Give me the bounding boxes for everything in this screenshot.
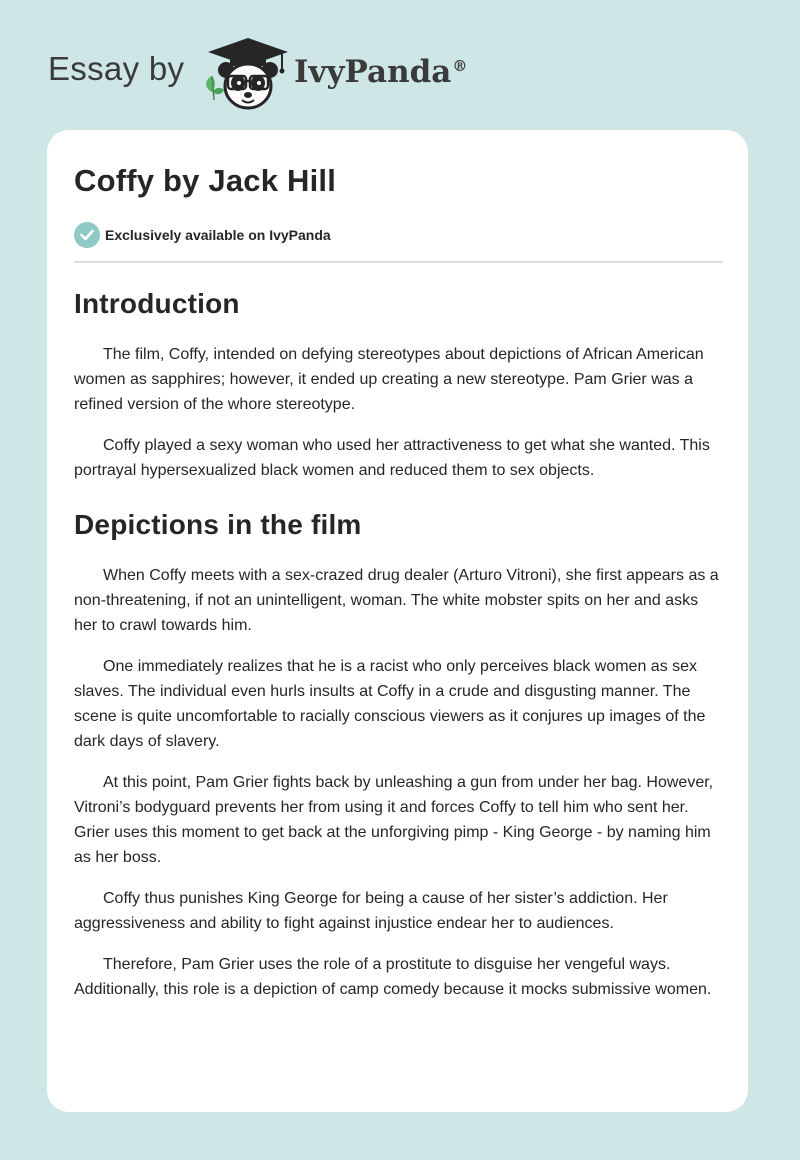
paragraph: Therefore, Pam Grier uses the role of a prostitute to disguise her vengeful ways. Additionally, this role is a depiction of camp comedy because it mocks submissive women. bbox=[74, 956, 712, 998]
panda-graduate-icon[interactable] bbox=[200, 36, 296, 112]
paragraph: At this point, Pam Grier fights back by unleashing a gun from under her bag. However, Vitroni’s bodyguard prevents her from using it and forces Coffy to tell him who sent her. Grier uses this moment to get back at the unforgiving pimp - King George - by naming him as her boss. bbox=[74, 774, 714, 866]
essay-card bbox=[47, 130, 748, 1112]
section-heading-depictions: Depictions in the film bbox=[74, 509, 362, 540]
section-heading-introduction: Introduction bbox=[74, 288, 240, 319]
badge-text: Exclusively available on IvyPanda bbox=[105, 227, 331, 243]
brand-name[interactable] bbox=[294, 54, 467, 90]
paragraph: Coffy thus punishes King George for being a cause of her sister’s addiction. Her aggressiveness and ability to fight against injustice endear her to audiences. bbox=[74, 890, 668, 932]
brand-name-text: IvyPanda bbox=[294, 54, 452, 90]
leaf-icon bbox=[206, 76, 224, 100]
registered-mark: ® bbox=[452, 56, 468, 75]
paragraph: One immediately realizes that he is a racist who only perceives black women as sex slaves. The individual even hurls insults at Coffy in a crude and disgusting manner. The scene is quite uncomfortable to racially conscious viewers as it conjures up images of the dark days of slavery. bbox=[74, 658, 706, 750]
paragraph: When Coffy meets with a sex-crazed drug dealer (Arturo Vitroni), she first appears as a non-threatening, if not an unintelligent, woman. The white mobster spits on her and asks her to crawl towards him. bbox=[74, 567, 719, 634]
site-header bbox=[0, 0, 800, 130]
essay-body bbox=[74, 280, 724, 1002]
essay-by-label: Essay by bbox=[48, 50, 185, 87]
exclusive-badge bbox=[74, 222, 331, 248]
paragraph: The film, Coffy, intended on defying stereotypes about depictions of African American women as sapphires; however, it ended up creating a new stereotype. Pam Grier was a refined version of the whore stereotype. bbox=[74, 346, 704, 413]
page-title: Coffy by Jack Hill bbox=[74, 163, 337, 198]
check-circle-icon bbox=[74, 222, 100, 248]
paragraph: Coffy played a sexy woman who used her attractiveness to get what she wanted. This portrayal hypersexualized black women and reduced them to sex objects. bbox=[74, 437, 710, 479]
title-divider bbox=[74, 261, 723, 263]
